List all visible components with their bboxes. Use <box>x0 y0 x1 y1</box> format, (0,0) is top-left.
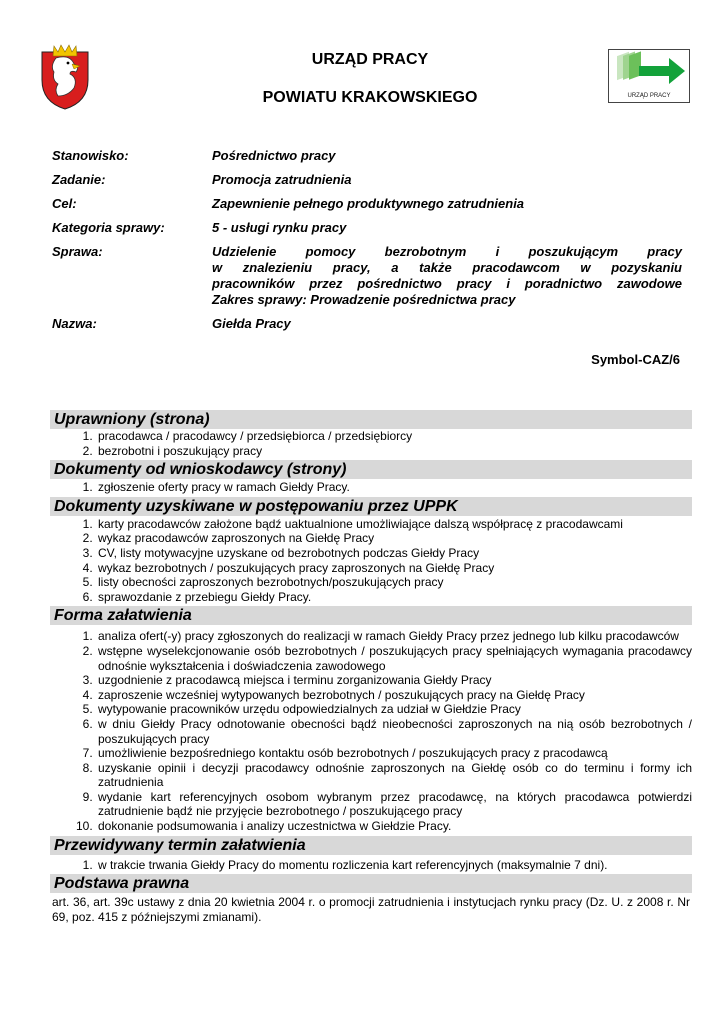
info-value-multiline <box>212 244 682 308</box>
list-item: 8. uzyskanie opinii i decyzji pracodawcy odnośnie zaproszonych na Giełdę osób co do terminu i formy ich zatrudnienia <box>96 761 692 790</box>
list-item: 1. zgłoszenie oferty pracy w ramach Giełdy Pracy. <box>96 480 692 495</box>
list-item: 5. wytypowanie pracowników urzędu odpowiedzialnych za udział w Giełdzie Pracy <box>96 702 692 717</box>
sections <box>50 408 692 925</box>
list-item: 6. sprawozdanie z przebiegu Giełdy Pracy. <box>96 590 692 605</box>
list-item: 3. CV, listy motywacyjne uzyskane od bezrobotnych podczas Giełdy Pracy <box>96 546 692 561</box>
urzad-pracy-logo <box>608 49 690 103</box>
section-heading-forma: Forma załatwienia <box>50 606 692 625</box>
list-item: 7. umożliwienie bezpośredniego kontaktu osób bezrobotnych / poszukujących pracy z pracodawcą <box>96 746 692 761</box>
logo-caption: URZĄD PRACY <box>627 93 671 99</box>
section-heading-dokumenty-wnioskodawcy: Dokumenty od wnioskodawcy (strony) <box>50 460 692 479</box>
list-item: 10. dokonanie podsumowania i analizy uczestnictwa w Giełdzie Pracy. <box>96 819 692 834</box>
info-row-zadanie <box>52 172 682 188</box>
sprawa-line: Zakres sprawy: Prowadzenie pośrednictwa pracy <box>212 292 516 307</box>
list-item: 6. w dniu Giełdy Pracy odnotowanie obecności bądź nieobecności zaproszonych na nią osób bezrobotnych / poszukujących pracy <box>96 717 692 746</box>
info-row-nazwa <box>52 316 682 332</box>
section-heading-termin: Przewidywany termin załatwienia <box>50 836 692 855</box>
info-value: Promocja zatrudnienia <box>212 172 352 187</box>
office-title: URZĄD PRACY <box>311 51 429 68</box>
info-row-cel <box>52 196 682 212</box>
list-item: 2. bezrobotni i poszukujący pracy <box>96 444 692 459</box>
info-value: Giełda Pracy <box>212 316 291 331</box>
list-item: 1. w trakcie trwania Giełdy Pracy do momentu rozliczenia kart referencyjnych (maksymalnie 7 dni). <box>96 858 692 873</box>
document-symbol: Symbol-CAZ/6 <box>591 352 680 367</box>
info-label: Stanowisko: <box>52 148 129 163</box>
case-info <box>52 148 682 340</box>
list-item: 1. karty pracodawców założone bądź uaktualnione umożliwiające dalszą współpracę z pracodawcami <box>96 517 692 532</box>
list-item: 4. wykaz bezrobotnych / poszukujących pracy zaproszonych na Giełdę Pracy <box>96 561 692 576</box>
info-value: Pośrednictwo pracy <box>212 148 336 163</box>
list-item: 1. analiza ofert(-y) pracy zgłoszonych do realizacji w ramach Giełdy Pracy przez jednego lub kilku pracodawców <box>96 629 692 644</box>
list-termin <box>50 855 692 873</box>
krakow-county-crest-icon <box>40 44 90 110</box>
info-value: 5 - usługi rynku pracy <box>212 220 347 235</box>
info-row-sprawa <box>52 244 682 308</box>
office-subtitle: POWIATU KRAKOWSKIEGO <box>262 89 478 106</box>
info-label: Nazwa: <box>52 316 97 331</box>
list-forma <box>50 625 692 833</box>
info-row-stanowisko <box>52 148 682 164</box>
list-item: 2. wstępne wyselekcjonowanie osób bezrobotnych / poszukujących pracy spełniających wymagania pracodawcy odnośnie wykształcenia i doświadczenia zawodowego <box>96 644 692 673</box>
sprawa-line: w znalezieniu pracy, a także pracodawcom w pozyskaniu <box>212 260 682 275</box>
list-uprawniony <box>50 429 692 458</box>
info-value: Zapewnienie pełnego produktywnego zatrudnienia <box>212 196 525 211</box>
list-item: 2. wykaz pracodawców zaproszonych na Giełdę Pracy <box>96 531 692 546</box>
sprawa-line: Udzielenie pomocy bezrobotnym i poszukującym pracy <box>212 244 682 259</box>
list-item: 5. listy obecności zaproszonych bezrobotnych/poszukujących pracy <box>96 575 692 590</box>
list-dokumenty-wnioskodawcy <box>50 479 692 495</box>
info-label: Zadanie: <box>52 172 106 187</box>
info-label: Sprawa: <box>52 244 103 259</box>
sprawa-line: pracowników przez pośrednictwo pracy i poradnictwo zawodowe <box>212 276 682 291</box>
legal-basis-text: art. 36, art. 39c ustawy z dnia 20 kwietnia 2004 r. o promocji zatrudnienia i instytucjach rynku pracy (Dz. U. z 2008 r. Nr 69, poz. 415 z późniejszymi zmianami). <box>52 895 690 925</box>
info-label: Kategoria sprawy: <box>52 220 165 235</box>
list-item: 4. zaproszenie wcześniej wytypowanych bezrobotnych / poszukujących pracy na Giełdę Pracy <box>96 688 692 703</box>
list-dokumenty-uzyskiwane <box>50 516 692 605</box>
section-heading-podstawa: Podstawa prawna <box>50 874 692 893</box>
urzad-pracy-arrow-logo-icon <box>609 50 689 92</box>
info-label: Cel: <box>52 196 77 211</box>
list-item: 9. wydanie kart referencyjnych osobom wybranym przez pracodawcę, na których pracodawca potwierdzi zatrudnienie bądź nie przyjęcie bezrobotnego / poszukującego pracy <box>96 790 692 819</box>
section-heading-uprawniony: Uprawniony (strona) <box>50 410 692 429</box>
list-item: 1. pracodawca / pracodawcy / przedsiębiorca / przedsiębiorcy <box>96 429 692 444</box>
section-heading-dokumenty-uzyskiwane: Dokumenty uzyskiwane w postępowaniu przez UPPK <box>50 497 692 516</box>
info-row-kategoria <box>52 220 682 236</box>
list-item: 3. uzgodnienie z pracodawcą miejsca i terminu zorganizowania Giełdy Pracy <box>96 673 692 688</box>
